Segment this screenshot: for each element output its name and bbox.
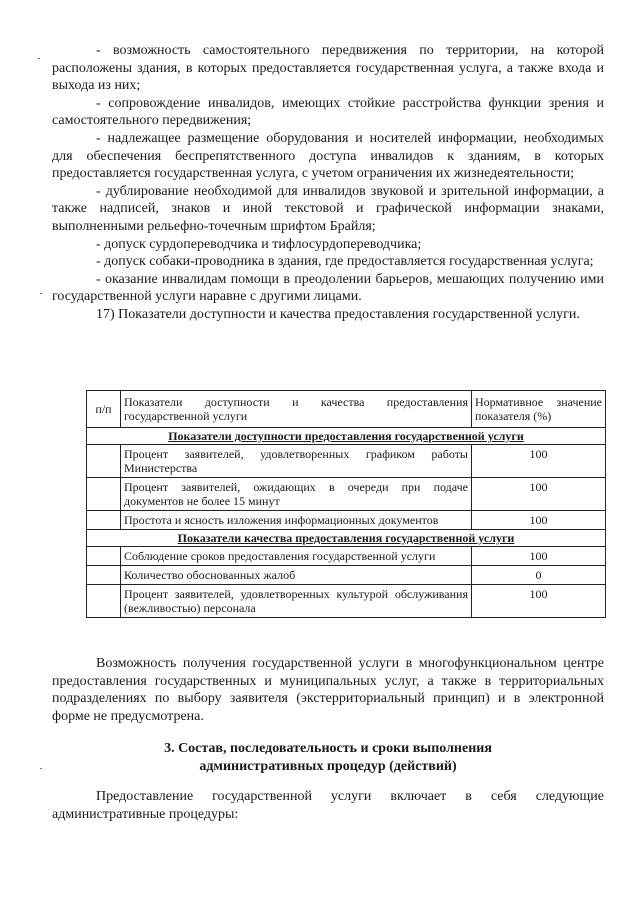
section-row [87,530,606,547]
bullet-item: - допуск сурдопереводчика и тифлосурдопереводчика; [96,236,422,252]
section-title: Показатели доступности предоставления государственной услуги [168,429,524,443]
table-row [87,566,606,585]
final-paragraph: Предоставление государственной услуги включает в себя следующие административные процедуры: [52,789,604,822]
section-3-heading [52,740,604,776]
indicators-table [86,390,606,618]
final-paragraph-block [52,788,604,823]
indicator-label: Процент заявителей, удовлетворенных культурой обслуживания (вежливостью) персонала [121,585,472,618]
indicator-value: 100 [472,547,606,566]
table-row [87,445,606,478]
bullet-item: - надлежащее размещение оборудования и носителей информации, необходимых для обеспечения беспрепятственного доступа инвалидов к зданиям, в которых предоставляется государственная услуга, с учетом ограничения их жизнедеятельности; [52,130,604,182]
table-row [87,547,606,566]
bullet-item: - сопровождение инвалидов, имеющих стойкие расстройства функции зрения и самостоятельного передвижения; [52,95,604,129]
indicator-label: Соблюдение сроков предоставления государственной услуги [121,547,472,566]
mfc-paragraph-block [52,655,604,725]
indicator-value: 100 [472,478,606,511]
indicator-value: 100 [472,585,606,618]
indicator-label: Процент заявителей, удовлетворенных графиком работы Министерства [121,445,472,478]
header-indicator: Показатели доступности и качества предоставления государственной услуги [121,391,472,428]
section-3-heading-line1: 3. Состав, последовательность и сроки выполнения [164,741,492,756]
header-number: п/п [87,391,121,428]
bullet-item: - дублирование необходимой для инвалидов звуковой и зрительной информации, а также надписей, знаков и иной текстовой и графической информации знаками, выполненными рельефно-точечным шрифтом Брайля; [52,183,604,234]
table-header-row [87,391,606,428]
mfc-paragraph: Возможность получения государственной услуги в многофункциональном центре предоставления государственных и муниципальных услуг, а также в территориальных подразделениях по выбору заявителя (экстерриториальный принцип) и в электронной форме не предусмотрена. [52,656,604,724]
bullet-item: - возможность самостоятельного передвижения по территории, на которой расположены здания, в которых предоставляется государственная услуга, а также входа и выхода из них; [52,43,604,94]
table-row [87,478,606,511]
bullet-item: - допуск собаки-проводника в здания, где предоставляется государственная услуга; [96,254,594,270]
scan-mark [40,768,42,769]
indicator-value: 100 [472,511,606,530]
section-row [87,428,606,445]
indicator-label: Количество обоснованных жалоб [121,566,472,585]
scan-mark [38,58,40,59]
indicator-value: 100 [472,445,606,478]
header-norm: Нормативное значение показателя (%) [472,391,606,428]
section-3-heading-line2: административных процедур (действий) [199,759,457,774]
section-title: Показатели качества предоставления государственной услуги [177,531,515,545]
indicator-label: Простота и ясность изложения информационных документов [121,511,472,530]
table-row [87,511,606,530]
table-row [87,585,606,618]
accessibility-bullets [52,42,604,324]
indicator-value: 0 [472,566,606,585]
bullet-item: - оказание инвалидам помощи в преодолении барьеров, мешающих получению ими государственной услуги наравне с другими лицами. [52,271,604,305]
item-17-text: 17) Показатели доступности и качества предоставления государственной услуги. [96,306,580,322]
indicator-label: Процент заявителей, ожидающих в очереди при подаче документов не более 15 минут [121,478,472,511]
scan-mark [40,293,42,294]
